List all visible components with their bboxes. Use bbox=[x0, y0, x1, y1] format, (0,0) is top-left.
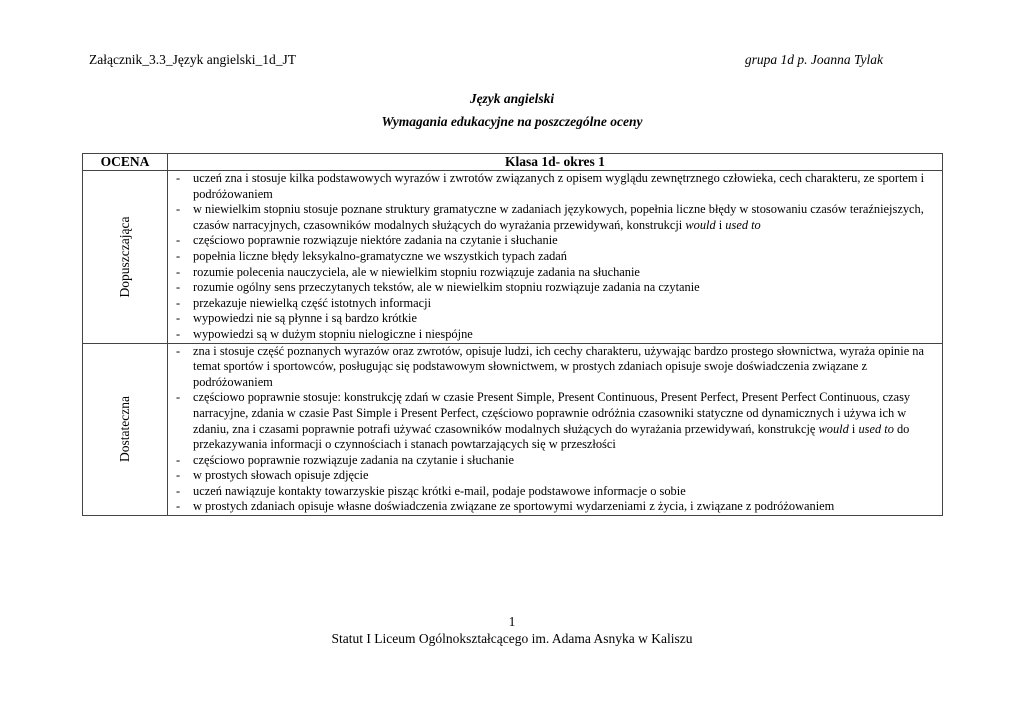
list-item: - w niewielkim stopniu stosuje poznane struktury gramatyczne w zadaniach językowych, popełnia liczne błędy w stosowaniu czasów teraźniejszych, czasów narracyjnych, czasowników modalnych służących do wyrażania przewidywań, konstrukcji would i used to bbox=[193, 202, 938, 233]
table-row-dopuszczajaca bbox=[83, 171, 943, 344]
list-item: - w prostych zdaniach opisuje własne doświadczenia związane ze sportowymi wydarzeniami z życia, i związane z podróżowaniem bbox=[193, 499, 938, 515]
list-item: - uczeń zna i stosuje kilka podstawowych wyrazów i zwrotów związanych z opisem wyglądu zewnętrznego człowieka, cech charakteru, ze sportem i podróżowaniem bbox=[193, 171, 938, 202]
column-header-grade: OCENA bbox=[83, 154, 168, 171]
list-item: - rozumie ogólny sens przeczytanych tekstów, ale w niewielkim stopniu rozwiązuje zadania na czytanie bbox=[193, 280, 938, 296]
requirements-cell bbox=[168, 343, 943, 516]
column-header-class: Klasa 1d- okres 1 bbox=[168, 154, 943, 171]
grade-label: Dopuszczająca bbox=[117, 216, 133, 298]
list-item: - zna i stosuje część poznanych wyrazów oraz zwrotów, opisuje ludzi, ich cechy charakteru, używając bardzo prostego słownictwa, wyraża opinie na temat sportów i sportowców, posługując się podstawowym słownictwem, w prostych zdaniach opisuje swoje doświadczenia związane z podróżowaniem bbox=[193, 344, 938, 391]
requirements-list bbox=[168, 171, 942, 343]
header-attachment-label: Załącznik_3.3_Język angielski_1d_JT bbox=[89, 52, 296, 67]
list-item: - wypowiedzi są w dużym stopniu nielogiczne i niespójne bbox=[193, 327, 938, 343]
table-row-dostateczna bbox=[83, 343, 943, 516]
list-item: - przekazuje niewielką część istotnych informacji bbox=[193, 296, 938, 312]
list-item: - częściowo poprawnie stosuje: konstrukcję zdań w czasie Present Simple, Present Continuous, Present Perfect, Present Perfect Continuous, czasy narracyjne, zdania w czasie Past Simple i Present Perfect, częściowo poprawnie odróżnia czasowniki statyczne od dynamicznych i używa ich w zdaniu, zna i czasami poprawnie potrafi używać czasowników modalnych służących do wyrażania przewidywań, konstrukcję would i used to do przekazywania informacji o czynnościach i stanach powtarzających się w przeszłości bbox=[193, 390, 938, 452]
list-item: - w prostych słowach opisuje zdjęcie bbox=[193, 468, 938, 484]
list-item: - rozumie polecenia nauczyciela, ale w niewielkim stopniu rozwiązuje zadania na słuchanie bbox=[193, 265, 938, 281]
list-item: - popełnia liczne błędy leksykalno-gramatyczne we wszystkich typach zadań bbox=[193, 249, 938, 265]
list-item: - wypowiedzi nie są płynne i są bardzo krótkie bbox=[193, 311, 938, 327]
grade-cell bbox=[83, 171, 168, 344]
requirements-cell bbox=[168, 171, 943, 344]
document-subtitle: Wymagania edukacyjne na poszczególne oceny bbox=[381, 114, 643, 129]
table-header-row bbox=[83, 154, 943, 171]
requirements-list bbox=[168, 344, 942, 516]
list-item: - uczeń nawiązuje kontakty towarzyskie pisząc krótki e-mail, podaje podstawowe informacje o sobie bbox=[193, 484, 938, 500]
document-title: Język angielski bbox=[469, 91, 555, 106]
page-number: 1 bbox=[508, 614, 516, 629]
header-group-teacher: grupa 1d p. Joanna Tylak bbox=[744, 52, 883, 67]
grade-cell bbox=[83, 343, 168, 516]
list-item: - częściowo poprawnie rozwiązuje zadania na czytanie i słuchanie bbox=[193, 453, 938, 469]
list-item: - częściowo poprawnie rozwiązuje niektóre zadania na czytanie i słuchanie bbox=[193, 233, 938, 249]
footer-institution: Statut I Liceum Ogólnokształcącego im. Adama Asnyka w Kaliszu bbox=[331, 631, 693, 646]
requirements-table bbox=[82, 153, 943, 516]
grade-label: Dostateczna bbox=[117, 396, 133, 463]
